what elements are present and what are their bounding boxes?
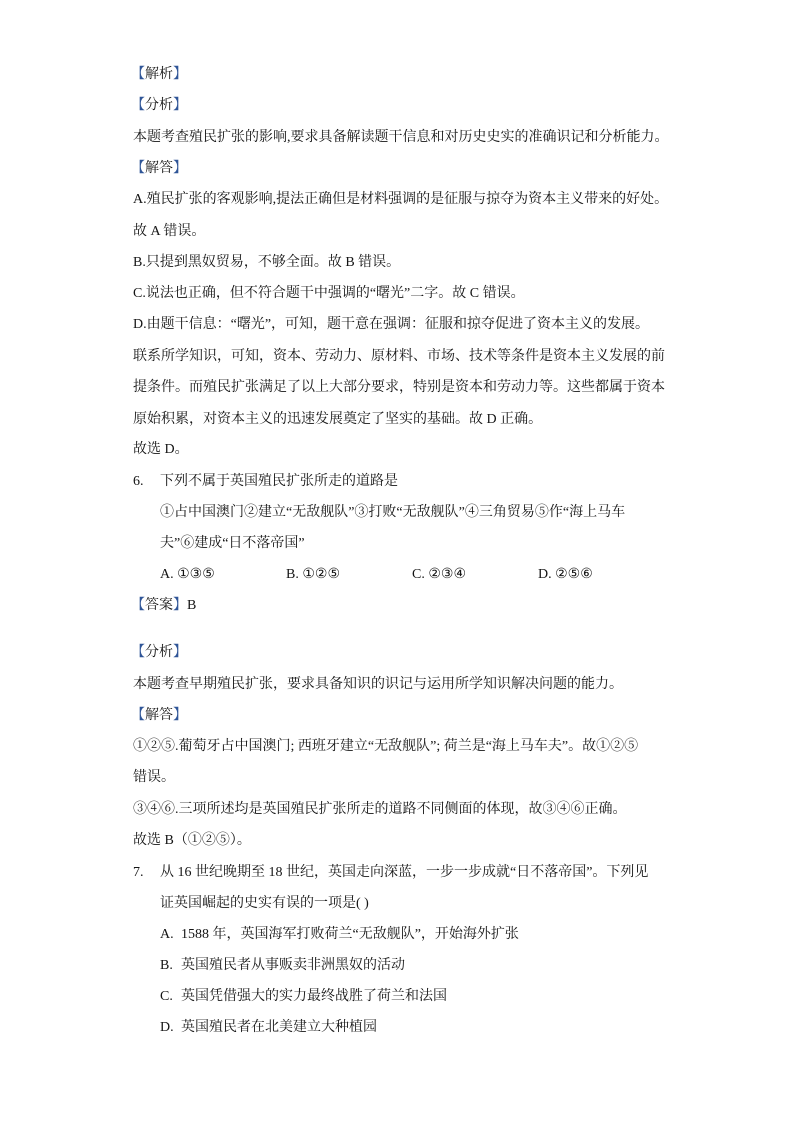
bracket-open: 【 [131, 708, 145, 723]
option-text: 英国凭借强大的实力最终战胜了荷兰和法国 [181, 989, 447, 1004]
option-text: ②⑤⑥ [555, 567, 593, 582]
option-text: ①③⑤ [177, 567, 215, 582]
heading-analysis [131, 643, 187, 663]
bracket-close: 】 [173, 67, 187, 82]
solution-line: ③④⑥.三项所述均是英国殖民扩张所走的道路不同侧面的体现，故③④⑥正确。 [133, 802, 627, 817]
solution-line: 原始积累，对资本主义的迅速发展奠定了坚实的基础。故 D 正确。 [133, 412, 543, 427]
solution-line: B.只提到黑奴贸易，不够全面。故 B 错误。 [133, 255, 401, 270]
heading-label: 分析 [145, 645, 173, 660]
heading-label: 分析 [145, 98, 173, 113]
question-stem-line: 从 16 世纪晚期至 18 世纪，英国走向深蓝，一步一步成就“日不落帝国”。下列见 [160, 865, 649, 880]
bracket-open: 【 [131, 645, 145, 660]
option-a [160, 565, 215, 585]
option-d [160, 1018, 377, 1038]
heading-label: 答案 [145, 598, 173, 613]
option-text: 英国殖民者从事贩卖非洲黑奴的活动 [181, 958, 405, 973]
solution-conclusion: 故选 B（①②⑤）。 [133, 833, 251, 848]
option-b [286, 565, 340, 585]
bracket-close: 】 [173, 708, 187, 723]
solution-line: ①②⑤.葡萄牙占中国澳门; 西班牙建立“无敌舰队”; 荷兰是“海上马车夫”。故①②⑤ [133, 739, 639, 754]
option-letter: A. [160, 927, 174, 942]
option-letter: D. [538, 567, 552, 582]
option-letter: A. [160, 567, 174, 582]
option-letter: B. [160, 958, 173, 973]
bracket-close: 】 [173, 598, 187, 613]
bracket-open: 【 [131, 598, 145, 613]
option-letter: C. [412, 567, 425, 582]
option-letter: B. [286, 567, 299, 582]
heading-label: 解答 [145, 161, 173, 176]
analysis-text: 本题考查殖民扩张的影响,要求具备解读题干信息和对历史史实的准确识记和分析能力。 [133, 130, 669, 145]
bracket-open: 【 [131, 67, 145, 82]
solution-line: D.由题干信息：“曙光”，可知，题干意在强调：征服和掠夺促进了资本主义的发展。 [133, 317, 650, 332]
answer-key [131, 596, 196, 616]
option-c [412, 565, 466, 585]
solution-line: 故 A 错误。 [133, 224, 206, 239]
solution-conclusion: 故选 D。 [133, 442, 189, 457]
question-number: 6. [133, 474, 144, 489]
option-letter: D. [160, 1020, 174, 1035]
question-items-line: 夫”⑥建成“日不落帝国” [160, 536, 305, 551]
option-b [160, 956, 405, 976]
solution-line: A.殖民扩张的客观影响,提法正确但是材料强调的是征服与掠夺为资本主义带来的好处。 [133, 192, 669, 207]
option-c [160, 987, 447, 1007]
solution-line: 错误。 [133, 770, 175, 785]
option-letter: C. [160, 989, 173, 1004]
option-text: 英国殖民者在北美建立大种植园 [181, 1020, 377, 1035]
solution-line: 联系所学知识，可知，资本、劳动力、原材料、市场、技术等条件是资本主义发展的前 [133, 349, 665, 364]
question-stem-line: 证英国崛起的史实有误的一项是( ) [160, 896, 369, 911]
option-text: ①②⑤ [302, 567, 340, 582]
question-stem: 下列不属于英国殖民扩张所走的道路是 [160, 474, 398, 489]
heading-solution [131, 159, 187, 179]
answer-value: B [187, 598, 197, 613]
heading-solution [131, 706, 187, 726]
solution-line: 提条件。而殖民扩张满足了以上大部分要求，特别是资本和劳动力等。这些都属于资本 [133, 380, 665, 395]
bracket-close: 】 [173, 98, 187, 113]
option-text: 1588 年，英国海军打败荷兰“无敌舰队”，开始海外扩张 [181, 927, 519, 942]
solution-line: C.说法也正确，但不符合题干中强调的“曙光”二字。故 C 错误。 [133, 286, 525, 301]
heading-label: 解答 [145, 708, 173, 723]
bracket-open: 【 [131, 98, 145, 113]
bracket-open: 【 [131, 161, 145, 176]
option-a [160, 925, 519, 945]
analysis-text: 本题考查早期殖民扩张，要求具备知识的识记与运用所学知识解决问题的能力。 [133, 677, 623, 692]
heading-analysis [131, 96, 187, 116]
option-text: ②③④ [428, 567, 466, 582]
question-items-line: ①占中国澳门②建立“无敌舰队”③打败“无敌舰队”④三角贸易⑤作“海上马车 [160, 505, 626, 520]
question-number: 7. [133, 865, 144, 880]
bracket-close: 】 [173, 645, 187, 660]
bracket-close: 】 [173, 161, 187, 176]
heading-label: 解析 [145, 67, 173, 82]
option-d [538, 565, 593, 585]
section-heading-explanation [131, 65, 187, 85]
